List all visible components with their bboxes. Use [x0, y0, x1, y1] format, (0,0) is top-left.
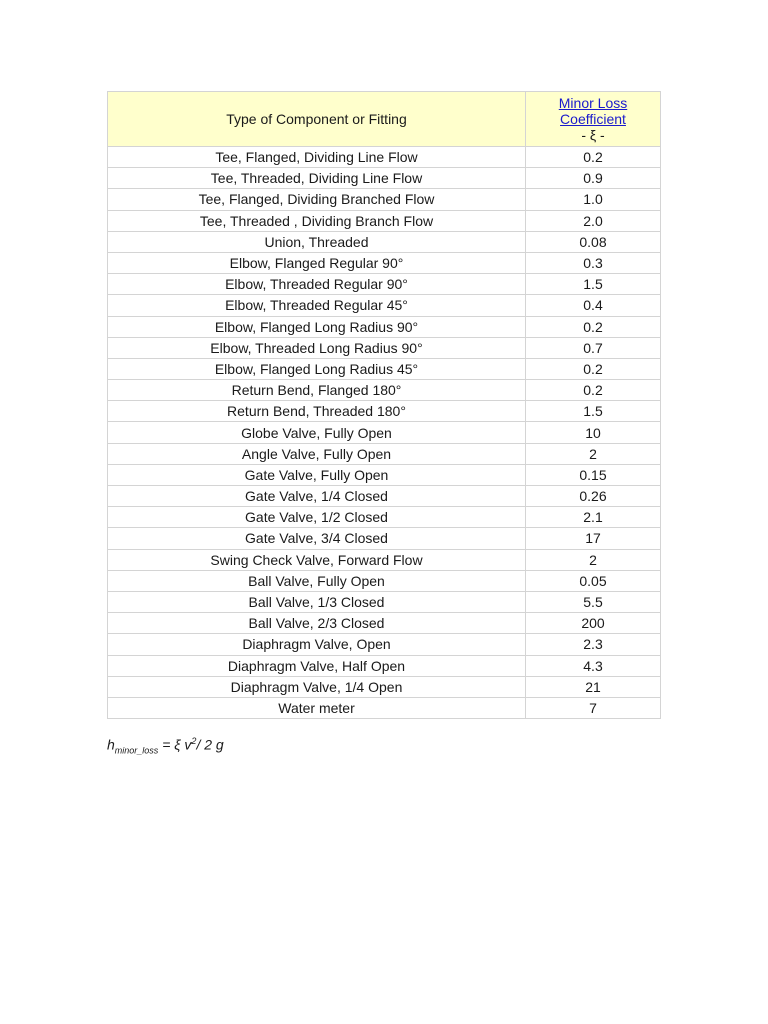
coefficient-cell: 2.3	[526, 634, 661, 655]
component-cell: Swing Check Valve, Forward Flow	[108, 549, 526, 570]
table-row	[108, 443, 661, 464]
minor-loss-formula	[107, 736, 224, 755]
coefficient-cell: 0.2	[526, 316, 661, 337]
table-row	[108, 697, 661, 718]
component-cell: Elbow, Flanged Regular 90°	[108, 252, 526, 273]
coefficient-cell: 0.4	[526, 295, 661, 316]
table-row	[108, 380, 661, 401]
coefficient-cell: 5.5	[526, 591, 661, 612]
table-row	[108, 316, 661, 337]
table-row	[108, 549, 661, 570]
table-row	[108, 252, 661, 273]
coefficient-column-header	[526, 92, 661, 147]
coefficient-cell: 2	[526, 443, 661, 464]
coefficient-cell: 0.05	[526, 570, 661, 591]
component-cell: Gate Valve, Fully Open	[108, 464, 526, 485]
coefficient-cell: 1.0	[526, 189, 661, 210]
coefficient-cell: 1.5	[526, 401, 661, 422]
coefficient-cell: 0.26	[526, 486, 661, 507]
component-cell: Diaphragm Valve, Open	[108, 634, 526, 655]
table-row	[108, 591, 661, 612]
table-row	[108, 613, 661, 634]
component-cell: Globe Valve, Fully Open	[108, 422, 526, 443]
component-cell: Return Bend, Threaded 180°	[108, 401, 526, 422]
table-row	[108, 189, 661, 210]
component-cell: Diaphragm Valve, Half Open	[108, 655, 526, 676]
table-body	[108, 147, 661, 719]
formula-subscript: minor_loss	[114, 745, 159, 756]
table-row	[108, 507, 661, 528]
coefficient-cell: 200	[526, 613, 661, 634]
component-cell: Tee, Flanged, Dividing Line Flow	[108, 147, 526, 168]
table-row	[108, 676, 661, 697]
component-cell: Gate Valve, 1/4 Closed	[108, 486, 526, 507]
formula-end: / 2 g	[196, 736, 224, 753]
coefficient-cell: 10	[526, 422, 661, 443]
component-cell: Elbow, Flanged Long Radius 90°	[108, 316, 526, 337]
component-cell: Union, Threaded	[108, 231, 526, 252]
table-row	[108, 570, 661, 591]
component-cell: Elbow, Threaded Regular 90°	[108, 274, 526, 295]
coefficient-symbol: - ξ -	[581, 127, 605, 143]
minor-loss-table-container	[107, 91, 660, 719]
minor-loss-coefficient-link[interactable]	[526, 95, 660, 127]
minor-loss-table	[107, 91, 661, 719]
table-row	[108, 147, 661, 168]
component-cell: Elbow, Threaded Regular 45°	[108, 295, 526, 316]
table-row	[108, 422, 661, 443]
formula-middle: = ξ v	[158, 736, 192, 753]
table-row	[108, 274, 661, 295]
component-cell: Tee, Threaded, Dividing Line Flow	[108, 168, 526, 189]
component-cell: Elbow, Flanged Long Radius 45°	[108, 358, 526, 379]
coefficient-cell: 7	[526, 697, 661, 718]
table-row	[108, 634, 661, 655]
coefficient-cell: 0.08	[526, 231, 661, 252]
coefficient-cell: 0.7	[526, 337, 661, 358]
table-row	[108, 528, 661, 549]
coefficient-cell: 2.1	[526, 507, 661, 528]
coefficient-cell: 2	[526, 549, 661, 570]
coefficient-cell: 0.2	[526, 358, 661, 379]
coefficient-cell: 0.2	[526, 147, 661, 168]
component-cell: Ball Valve, 1/3 Closed	[108, 591, 526, 612]
table-row	[108, 210, 661, 231]
component-cell: Elbow, Threaded Long Radius 90°	[108, 337, 526, 358]
component-cell: Gate Valve, 1/2 Closed	[108, 507, 526, 528]
coefficient-link-line2[interactable]: Coefficient	[560, 111, 626, 127]
coefficient-cell: 1.5	[526, 274, 661, 295]
formula-h: h	[107, 736, 115, 753]
component-cell: Ball Valve, Fully Open	[108, 570, 526, 591]
table-row	[108, 168, 661, 189]
coefficient-cell: 21	[526, 676, 661, 697]
table-row	[108, 486, 661, 507]
formula-superscript: 2	[191, 736, 197, 746]
component-cell: Tee, Flanged, Dividing Branched Flow	[108, 189, 526, 210]
coefficient-cell: 4.3	[526, 655, 661, 676]
component-cell: Tee, Threaded , Dividing Branch Flow	[108, 210, 526, 231]
table-row	[108, 231, 661, 252]
component-cell: Gate Valve, 3/4 Closed	[108, 528, 526, 549]
table-row	[108, 464, 661, 485]
coefficient-cell: 17	[526, 528, 661, 549]
coefficient-link-line1[interactable]: Minor Loss	[558, 95, 628, 111]
coefficient-cell: 0.2	[526, 380, 661, 401]
coefficient-cell: 2.0	[526, 210, 661, 231]
component-cell: Angle Valve, Fully Open	[108, 443, 526, 464]
table-row	[108, 401, 661, 422]
table-row	[108, 655, 661, 676]
component-cell: Diaphragm Valve, 1/4 Open	[108, 676, 526, 697]
coefficient-cell: 0.15	[526, 464, 661, 485]
table-row	[108, 295, 661, 316]
table-row	[108, 358, 661, 379]
coefficient-cell: 0.9	[526, 168, 661, 189]
component-column-header: Type of Component or Fitting	[108, 92, 526, 147]
table-header-row	[108, 92, 661, 147]
table-row	[108, 337, 661, 358]
component-cell: Return Bend, Flanged 180°	[108, 380, 526, 401]
component-cell: Ball Valve, 2/3 Closed	[108, 613, 526, 634]
component-cell: Water meter	[108, 697, 526, 718]
coefficient-cell: 0.3	[526, 252, 661, 273]
